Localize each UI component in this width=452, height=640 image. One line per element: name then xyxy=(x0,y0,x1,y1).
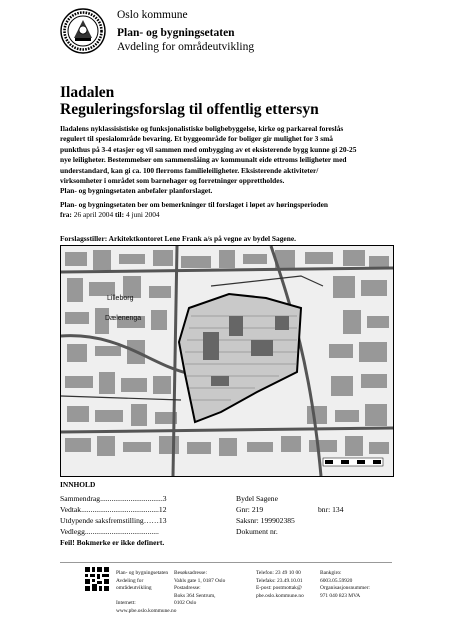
department-name: Avdeling for områdeutvikling xyxy=(117,41,255,53)
org-name: Oslo kommune xyxy=(117,9,188,21)
contents-item-summary[interactable]: Sammendrag.................................3 xyxy=(60,494,167,503)
footer-bank: Bankgiro: 6003.05.59920 Organisasjonsnummer: 971 040 823 MVA xyxy=(320,570,370,599)
to-date: 4 juni 2004 xyxy=(125,210,160,220)
summary-text xyxy=(60,124,382,197)
summary-line: understandard, kan gi ca. 100 flerroms familieleiligheter. Eksisterende aktiviteter/ xyxy=(60,165,319,175)
gnr: Gnr: 219 xyxy=(236,505,264,514)
email-link[interactable]: E-post: postmottak@ xyxy=(256,585,302,592)
site-map xyxy=(60,245,394,477)
hearing-notice xyxy=(60,200,382,221)
footer-address: Besøksadresse: Vahls gate 1, 0187 Oslo Postadresse: Boks 364 Sentrum, 0102 Oslo xyxy=(174,570,226,607)
email-link[interactable]: pbe.oslo.kommune.no xyxy=(256,592,304,599)
from-label: fra: xyxy=(60,210,72,220)
summary-line: regulert til spesialområde bevaring. Et byggeområde for boliger gir mulighet for 3 små xyxy=(60,134,333,144)
hearing-text: Plan- og bygningsetaten ber om bemerkninger til forslaget i løpet av høringsperioden xyxy=(60,200,329,209)
map-label: Lilleborg xyxy=(107,295,134,302)
oslo-logo-icon xyxy=(84,566,110,592)
footer-agency: Plan- og bygningsetaten Avdeling for områdeutvikling Internett: www.pbe.oslo.kommune.no xyxy=(116,570,177,614)
document-number: Dokument nr. xyxy=(236,527,278,536)
contents-heading: INNHOLD xyxy=(60,480,96,489)
contents-item-decision[interactable]: Vedtak.........................................12 xyxy=(60,505,167,514)
summary-line: virksomheter i området som barnehager og forretninger opprettholdes. xyxy=(60,176,285,186)
page-title: Iladalen xyxy=(60,84,115,101)
summary-line: Iladalens nyklassisistiske og funksjonalistiske boligbebyggelse, kirke og parkareal foreslås xyxy=(60,124,344,133)
contents-item-attachments[interactable]: Vedlegg....................................... xyxy=(60,527,159,536)
website-link[interactable]: www.pbe.oslo.kommune.no xyxy=(116,607,177,614)
bnr: bnr: 134 xyxy=(318,505,344,514)
bookmark-error: Feil! Bokmerke er ikke definert. xyxy=(60,538,165,547)
from-date: 26 april 2004 xyxy=(73,210,114,220)
to-label: til: xyxy=(115,210,125,220)
agency-name: Plan- og bygningsetaten xyxy=(117,27,235,39)
summary-line: punkthus på 3-4 etasjer og vil sammen med ombygging av et eksisterende bygg kunne gi 20-25 xyxy=(60,144,357,154)
summary-line: nye leiligheter. Bestemmelser om sammenslåing av kommunalt eide ettroms leiligheter med xyxy=(60,155,347,165)
oslo-kommune-seal xyxy=(60,8,106,54)
proposer: Forslagsstiller: Arkitektkontoret Lene Frank a/s på vegne av bydel Sagene. xyxy=(60,234,296,243)
map-label: Dælenenga xyxy=(105,315,142,322)
summary-line: Plan- og bygningsetaten anbefaler planforslaget. xyxy=(60,186,213,196)
case-number: Saksnr: 199902385 xyxy=(236,516,295,525)
district: Bydel Sagene xyxy=(236,494,278,503)
footer-contact: Telefon: 23 49 10 00 Telefaks: 23.49.10.01 E-post: postmottak@ pbe.oslo.kommune.no xyxy=(256,570,304,599)
contents-item-details[interactable]: Utdypende saksfremstilling……13 xyxy=(60,516,167,525)
footer-divider xyxy=(60,562,392,563)
page-subtitle: Reguleringsforslag til offentlig ettersyn xyxy=(60,101,319,118)
